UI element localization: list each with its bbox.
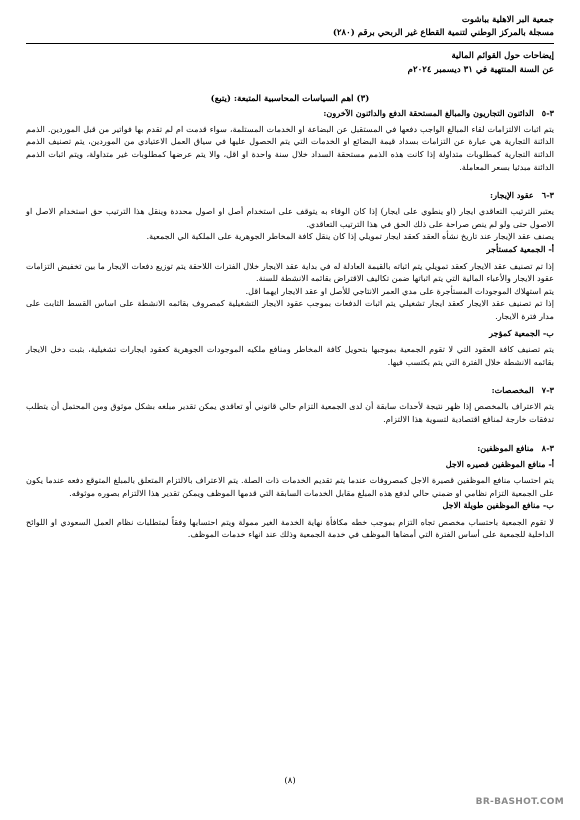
text-line: يتم احتساب منافع الموظفين قصيرة الاجل كمصروفات عندما يتم تقديم الخدمات ذات الصلة. يتم الاعتراف بالالتزام المتعلق بالمبلغ <box>113 475 554 486</box>
paragraph-payables <box>26 123 554 173</box>
section-number: ٣-٥ <box>541 107 554 118</box>
text-line: يصنف عقد الإيجار عند تاريخ نشأه العقد كعقد ايجار تمويلي إذا كان ينقل كافة المخاطر الجوهرية على الملكية الي الجمعية. <box>146 231 554 242</box>
text-line: موثوق ومن المحتمل أن يتطلب تدفقات خارجة لمنافع اقتصادية لتسوية هذا الالتزام. <box>26 401 554 424</box>
subheading-long-term-benefits: ب- منافع الموظفين طويلة الاجل <box>442 500 554 511</box>
section-title: الدائنون التجاريون والمبالغ المستحقة الدفع والدائنون الآخرون: <box>323 107 534 118</box>
text-line: الموظف. <box>187 529 220 540</box>
section-number: ٣-٦ <box>541 190 554 201</box>
text-line: العمل الاعتيادي من الموردين، يتم تصنيف الذمم الدائنة التجارية كمطلوبات متداولة إذا كانت هذه الذمم مستحقة السداد خلال سنة <box>26 136 555 159</box>
paragraph-lessee-finance <box>26 260 554 285</box>
section-number: ٣-٧ <box>541 385 554 396</box>
subheading-lessor: ب- الجمعية كمؤجر <box>489 327 554 338</box>
site-watermark: BR-BASHOT.COM <box>475 797 564 807</box>
text-line: تشغيلية، بثبت دخل الايجار بقائمه الانشطة خلال الفترة التي يتم بكتسب فيها. <box>26 344 554 367</box>
text-line: يتم اثبات الالتزامات لقاء المبالغ الواجب دفعها في المستقبل عن البضاعة او الخدمات المستلمة، سواء قدمت ام لم تقدم بها فواتير <box>112 123 555 134</box>
text-line: لا تقوم الجمعية باحتساب مخصص تجاه التزام بموجب خطه مكافأة نهاية الخدمة الغير ممولة ويتم احتسابها وفقاً لمتطلبات نظام <box>116 516 554 527</box>
section-number: ٣-٨ <box>541 442 554 453</box>
text-line: المتوقع دفعه عندما يكون على الجمعية التزام نظامي او ضمني حالي لدفع هذه المبلغ مقابل الخدمات السابقة التي قدمها الموظف <box>26 475 554 498</box>
text-line: العمل السعودي او اللوائح الداخلية للجمعية على أساس الفترة التي أمضاها الموظف في خدمة الجمعية وذلك عند انهاء خدمات <box>26 516 554 540</box>
text-line: يتم استهلاك الموجودات المستأجرة على مدي العمر الانتاجي للأصل او عقد الايجار ايهما اقل. <box>245 285 554 296</box>
subheading-lessee: أ- الجمعية كمستأجر <box>486 243 554 254</box>
text-line: يعتبر الترتيب التعاقدي ايجار (او ينطوي على ايجار) إذا كان الوفاء به يتوقف على استخدام أصل او اصول محددة وينقل هذا <box>133 206 554 217</box>
text-line: يتم الاعتراف بالمخصص إذا ظهر نتيجة لأحداث سابقة أن لدى الجمعية التزام حالي قانوني أو تعاقدي يمكن تقدير مبلغه بشكل <box>134 401 555 412</box>
section-heading-provisions <box>26 384 554 396</box>
page-number: (٨) <box>284 776 296 786</box>
section-title: المخصصات: <box>491 385 534 396</box>
section-title: عقود الإيجار: <box>490 190 534 201</box>
paragraph-lessor <box>26 343 554 368</box>
paragraph-lease-definition <box>26 205 554 230</box>
paragraph-lessee-operating <box>26 297 554 322</box>
paragraph-provisions <box>26 400 554 425</box>
text-line: ويمكن تقدير هذا الالتزام بصوره موثوقه. <box>69 487 204 498</box>
text-line: يتم تصنيف كافة العقود التي لا تقوم الجمعية بموجبها بتحويل كافة المخاطر ومنافع ملكيه الموجودات الجوهرية كعقود ايجارات <box>119 344 554 355</box>
report-title: إيضاحات حول القوائم المالية <box>451 51 554 62</box>
text-line: إذا تم تصنيف عقد الايجار كعقد ايجار تشغيلي يتم اثبات الدفعات بموجب عقود الايجار التشغيلية كمصروف بقائمه الانشطة على <box>119 298 554 309</box>
paragraph-short-term-benefits <box>26 474 554 499</box>
paragraph-lease-classification <box>26 230 554 243</box>
section-heading-employee-benefits <box>26 442 554 454</box>
text-line: الايجار ما بين تخفيض التزامات عقود الايجار والأعباء المالية التي يتم اثباتها ضمن تكاليف الاقتراض بقائمه الانشطة للسنة. <box>26 260 554 284</box>
paragraph-lessee-depreciation <box>26 285 554 298</box>
registration-line: مسجلة بالمركز الوطني لتنمية القطاع غير الربحي برقم (٢٨٠) <box>332 28 554 39</box>
org-name: جمعية البر الاهلية بباشوت <box>461 15 554 25</box>
section-title: منافع الموظفين: <box>477 442 534 453</box>
text-line: من قبل الموردين. الذمم الدائنة التجارية هي عبارة عن التزامات بسداد قيمة البضائع او الخدمات التي يتم الحصول عليها في سياق <box>26 123 554 147</box>
section-heading-leases <box>26 189 554 201</box>
text-line: واحدة او اقل، والا يتم عرضها كمطلوبات غير متداولة، ويتم اثبات الذمم الدائنة مبدئيا بسعر المعاملة. <box>26 149 554 172</box>
text-line: إذا تم تصنيف عقد الايجار كعقد تمويلي يتم اثباته بالقيمة العادلة له في بداية عقد الايجار خلال الفترات اللاحقة يتم توزيع دفعات <box>131 260 554 271</box>
header-divider <box>26 43 554 44</box>
text-line: الترتيب حق استخدام الاصل او الاصول حتى ولو لم ينص صراحة على ذلك الحق في هذا الترتيب التعاقدي. <box>26 206 554 229</box>
subheading-short-term-benefits: أ- منافع الموظفين قصيره الاجل <box>445 458 554 469</box>
report-period: عن السنة المنتهية في ٣١ ديسمبر ٢٠٢٤م <box>407 64 554 75</box>
document-header <box>26 14 554 77</box>
text-line: اساس القسط الثابت على مدار فترة الايجار. <box>26 298 554 321</box>
continued-policies-title: (٣) اهم السياسات المحاسبية المتبعة: (يتبع) <box>210 93 370 104</box>
paragraph-long-term-benefits <box>26 516 554 541</box>
section-heading-payables <box>26 107 554 119</box>
